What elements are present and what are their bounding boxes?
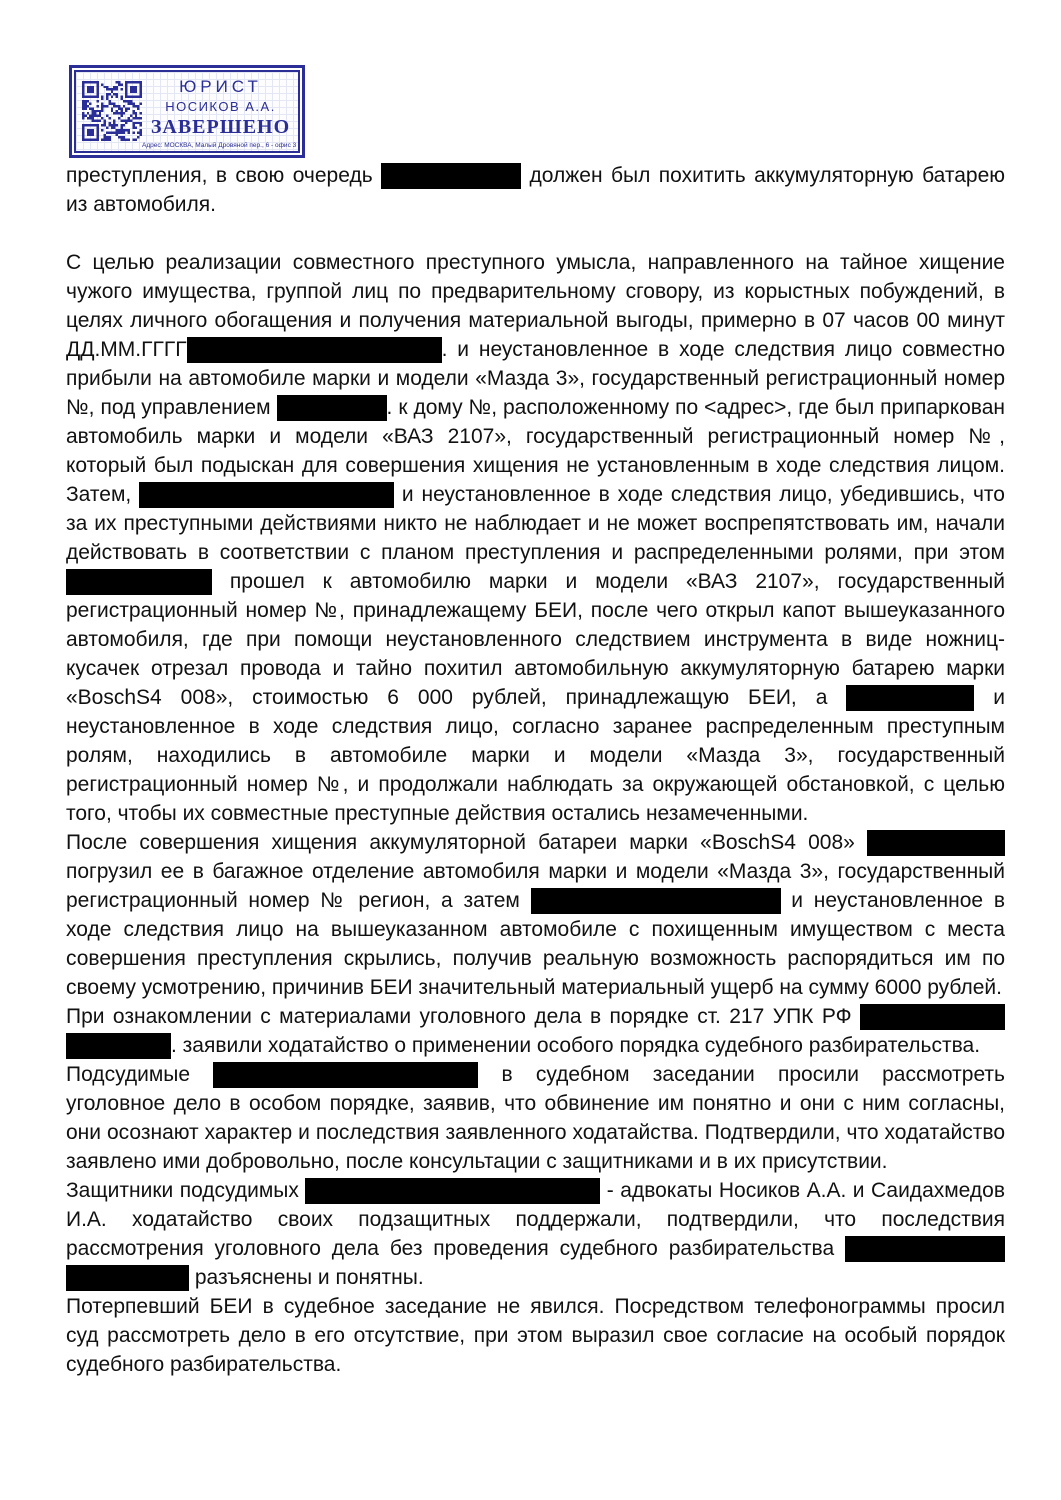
redaction-bar [66, 569, 212, 595]
paragraph: Подсудимые в судебном заседании просили рассмотреть уголовное дело в особом порядке, заявив, что обвинение им понятно и они с ним согласны, они осознают характер и последствия заявленного ходатайства. Подтвердили, что ходатайство заявлено ими добровольно, после консультации с защитниками и в их присутствии. [66, 1063, 1005, 1173]
paragraph: После совершения хищения аккумуляторной батареи марки «BoschS4 008» погрузил ее в багажное отделение автомобиля марки и модели «Мазда 3», государственный регистрационный номер № регион, а затем и неустановленное в ходе следствия лицо на вышеуказанном автомобиле с похищенным имуществом с места совершения преступления скрылись, получив реальную возможность распорядиться им по своему усмотрению, причинив БЕИ значительный материальный ущерб на сумму 6000 рублей. [66, 831, 1005, 999]
stamp-lawyer-name: НОСИКОВ А.А. [165, 99, 276, 114]
redaction-bar [860, 1004, 1005, 1030]
redaction-bar [305, 1178, 600, 1204]
document-body [66, 161, 1005, 1379]
stamp-address: Адрес: МОСКВА, Малый Дровяной пер., 6 - офис 3 [142, 142, 297, 149]
redaction-bar [381, 163, 521, 189]
redaction-bar [867, 830, 1005, 856]
stamp-text-block [146, 75, 295, 139]
redaction-bar [846, 685, 974, 711]
paragraph: С целью реализации совместного преступного умысла, направленного на тайное хищение чужого имущества, группой лиц по предварительному сговору, из корыстных побуждений, в целях личного обогащения и получения материальной выгоды, примерно в 07 часов 00 минут ДД.ММ.ГГГГ . и неустановленное в ходе следствия лицо совместно прибыли на автомобиле марки и модели «Мазда 3», государственный регистрационный номер №, под управлением . к дому №, расположенному по <адрес>, где был припаркован автомобиль марки и модели «ВАЗ 2107», государственный регистрационный номер №, который был подыскан для совершения хищения не установленным в ходе следствия лицом. Затем, и неустановленное в ходе следствия лицо, убедившись, что за их преступными действиями никто не наблюдает и не может воспрепятствовать им, начали действовать в соответствии с планом преступления и распределенными ролями, при этом прошел к автомобилю марки и модели «ВАЗ 2107», государственный регистрационный номер №, принадлежащему БЕИ, после чего открыл капот вышеуказанного автомобиля, где при помощи неустановленного следствием инструмента в виде ножниц-кусачек отрезал провода и тайно похитил автомобильную аккумуляторную батарею марки «BoschS4 008», стоимостью 6 000 рублей, принадлежащую БЕИ, а и неустановленное в ходе следствия лицо, согласно заранее распределенным преступным ролям, находились в автомобиле марки и модели «Мазда 3», государственный регистрационный номер №, и продолжали наблюдать за окружающей обстановкой, с целью того, чтобы их совместные преступные действия остались незамеченными. [66, 251, 1005, 825]
paragraph: При ознакомлении с материалами уголовного дела в порядке ст. 217 УПК РФ . заявили ходатайство о применении особого порядка судебного разбирательства. [66, 1002, 1005, 1060]
redaction-bar [139, 482, 394, 508]
stamp-title: ЮРИСТ [179, 77, 262, 96]
stamp-status-label: ЗАВЕРШЕНО [150, 116, 291, 138]
redaction-bar [66, 1265, 189, 1291]
lawyer-stamp [69, 65, 305, 158]
paragraph: Потерпевший БЕИ в судебное заседание не явился. Посредством телефонограммы просил суд рассмотреть дело в его отсутствие, при этом выразил свое согласие на особый порядок судебного разбирательства. [66, 1295, 1005, 1376]
redaction-bar [845, 1236, 1005, 1262]
lawyer-stamp-inner [74, 70, 300, 153]
redaction-bar [277, 395, 387, 421]
paragraph: Защитники подсудимых - адвокаты Носиков А.А. и Саидахмедов И.А. ходатайство своих подзащитных поддержали, подтвердили, что последствия рассмотрения уголовного дела без проведения судебного разбирательства разъяснены и понятны. [66, 1179, 1005, 1289]
redaction-bar [213, 1062, 478, 1088]
redaction-bar [66, 1033, 171, 1059]
redaction-bar [531, 888, 781, 914]
paragraph: преступления, в свою очередь должен был похитить аккумуляторную батарею из автомобиля. [66, 164, 1006, 216]
qr-code-icon [82, 80, 142, 142]
redaction-bar [187, 337, 442, 363]
